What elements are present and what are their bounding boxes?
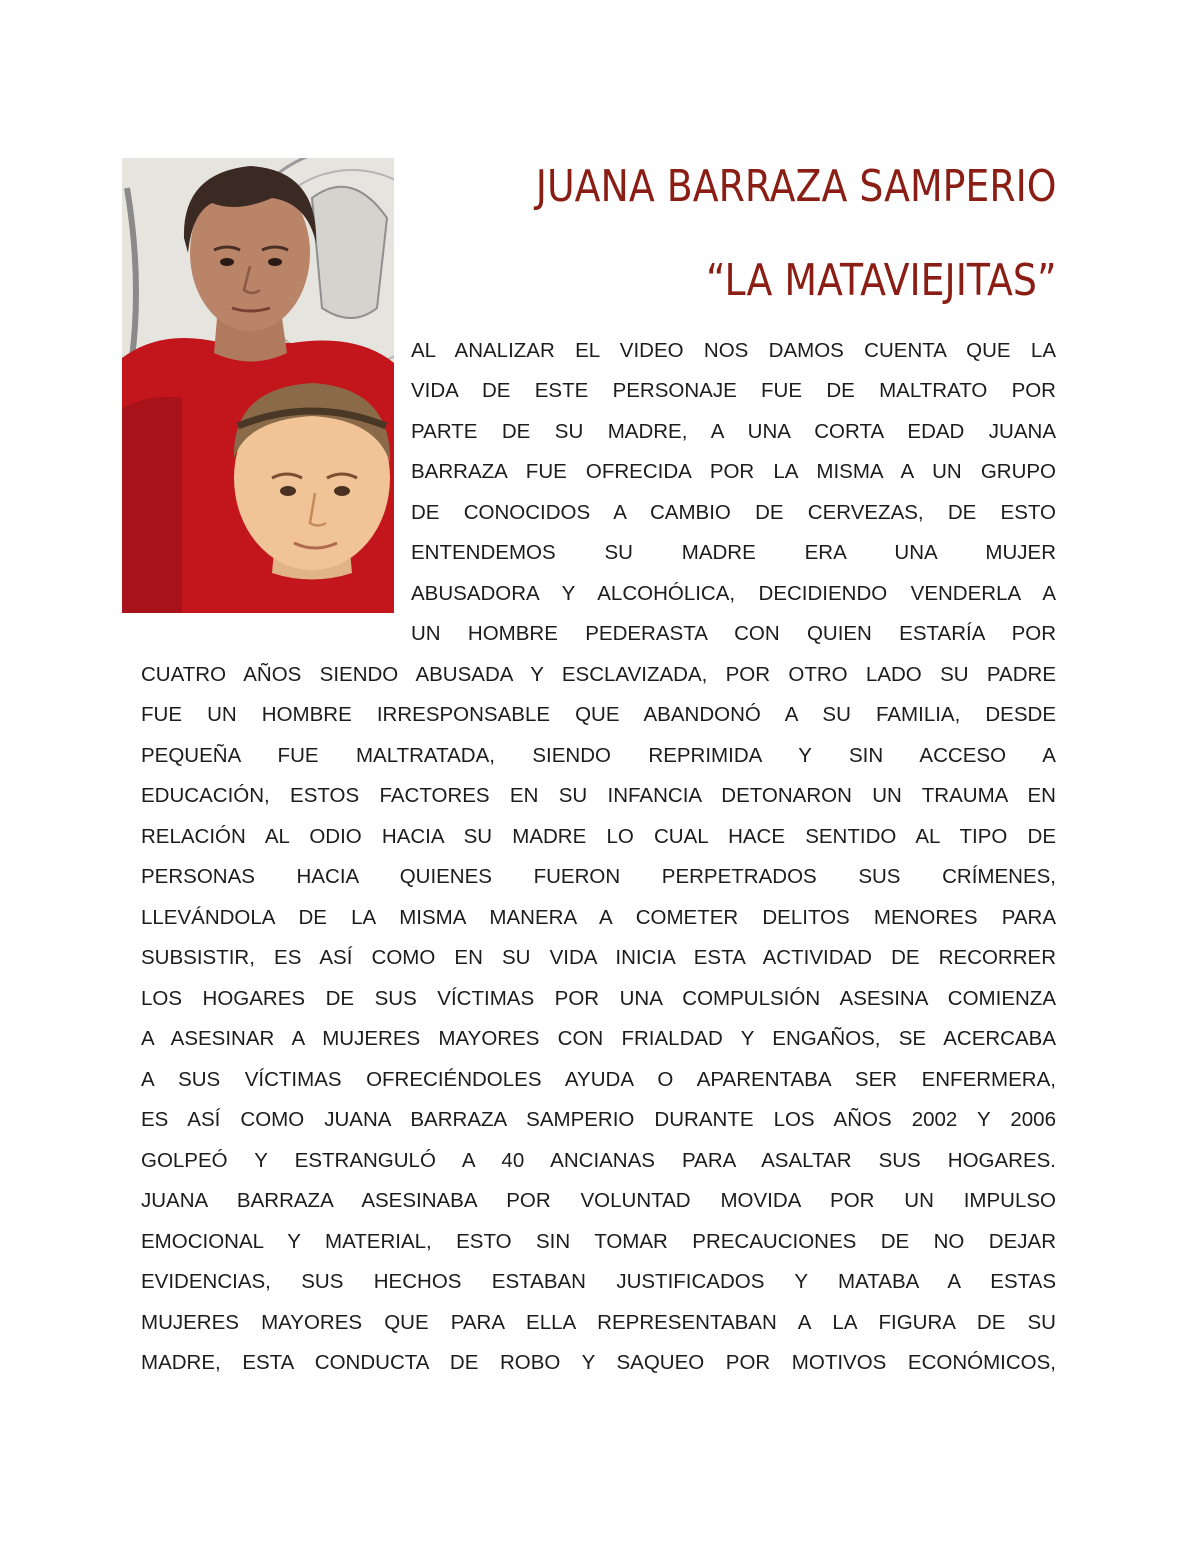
- paragraph-line: LOS HOGARES DE SUS VÍCTIMAS POR UNA COMPULSIÓN ASESINA COMIENZA: [141, 987, 1056, 1010]
- paragraph-line: PARTE DE SU MADRE, A UNA CORTA EDAD JUANA: [411, 420, 1056, 443]
- paragraph-line: FUE UN HOMBRE IRRESPONSABLE QUE ABANDONÓ A SU FAMILIA, DESDE: [141, 703, 1056, 726]
- paragraph-line: AL ANALIZAR EL VIDEO NOS DAMOS CUENTA QUE LA: [411, 339, 1056, 362]
- paragraph-line: PERSONAS HACIA QUIENES FUERON PERPETRADOS SUS CRÍMENES,: [141, 865, 1056, 888]
- paragraph-line: EVIDENCIAS, SUS HECHOS ESTABAN JUSTIFICADOS Y MATABA A ESTAS: [141, 1270, 1056, 1293]
- paragraph-line: RELACIÓN AL ODIO HACIA SU MADRE LO CUAL HACE SENTIDO AL TIPO DE: [141, 825, 1056, 848]
- paragraph-line: A SUS VÍCTIMAS OFRECIÉNDOLES AYUDA O APARENTABA SER ENFERMERA,: [141, 1068, 1056, 1091]
- paragraph-line: EMOCIONAL Y MATERIAL, ESTO SIN TOMAR PRECAUCIONES DE NO DEJAR: [141, 1230, 1056, 1253]
- paragraph-line: MADRE, ESTA CONDUCTA DE ROBO Y SAQUEO POR MOTIVOS ECONÓMICOS,: [141, 1351, 1056, 1374]
- paragraph-line: ES ASÍ COMO JUANA BARRAZA SAMPERIO DURANTE LOS AÑOS 2002 Y 2006: [141, 1108, 1056, 1131]
- paragraph-line: GOLPEÓ Y ESTRANGULÓ A 40 ANCIANAS PARA ASALTAR SUS HOGARES.: [141, 1149, 1056, 1172]
- document-title: JUANA BARRAZA SAMPERIO: [536, 161, 1057, 212]
- paragraph-line: BARRAZA FUE OFRECIDA POR LA MISMA A UN GRUPO: [411, 460, 1056, 483]
- paragraph-line: A ASESINAR A MUJERES MAYORES CON FRIALDAD Y ENGAÑOS, SE ACERCABA: [141, 1027, 1056, 1050]
- paragraph-line: LLEVÁNDOLA DE LA MISMA MANERA A COMETER DELITOS MENORES PARA: [141, 906, 1056, 929]
- paragraph-line: VIDA DE ESTE PERSONAJE FUE DE MALTRATO POR: [411, 379, 1056, 402]
- paragraph-line: ABUSADORA Y ALCOHÓLICA, DECIDIENDO VENDERLA A: [411, 582, 1056, 605]
- portrait-photo: [122, 158, 394, 613]
- document-subtitle: “LA MATAVIEJITAS”: [706, 255, 1057, 306]
- paragraph-line: UN HOMBRE PEDERASTA CON QUIEN ESTARÍA POR: [411, 622, 1056, 645]
- paragraph-line: SUBSISTIR, ES ASÍ COMO EN SU VIDA INICIA ESTA ACTIVIDAD DE RECORRER: [141, 946, 1056, 969]
- paragraph-line: ENTENDEMOS SU MADRE ERA UNA MUJER: [411, 541, 1056, 564]
- paragraph-line: CUATRO AÑOS SIENDO ABUSADA Y ESCLAVIZADA, POR OTRO LADO SU PADRE: [141, 663, 1056, 686]
- paragraph-line: PEQUEÑA FUE MALTRATADA, SIENDO REPRIMIDA Y SIN ACCESO A: [141, 744, 1056, 767]
- paragraph-line: JUANA BARRAZA ASESINABA POR VOLUNTAD MOVIDA POR UN IMPULSO: [141, 1189, 1056, 1212]
- paragraph-line: MUJERES MAYORES QUE PARA ELLA REPRESENTABAN A LA FIGURA DE SU: [141, 1311, 1056, 1334]
- paragraph-line: DE CONOCIDOS A CAMBIO DE CERVEZAS, DE ESTO: [411, 501, 1056, 524]
- paragraph-line: EDUCACIÓN, ESTOS FACTORES EN SU INFANCIA DETONARON UN TRAUMA EN: [141, 784, 1056, 807]
